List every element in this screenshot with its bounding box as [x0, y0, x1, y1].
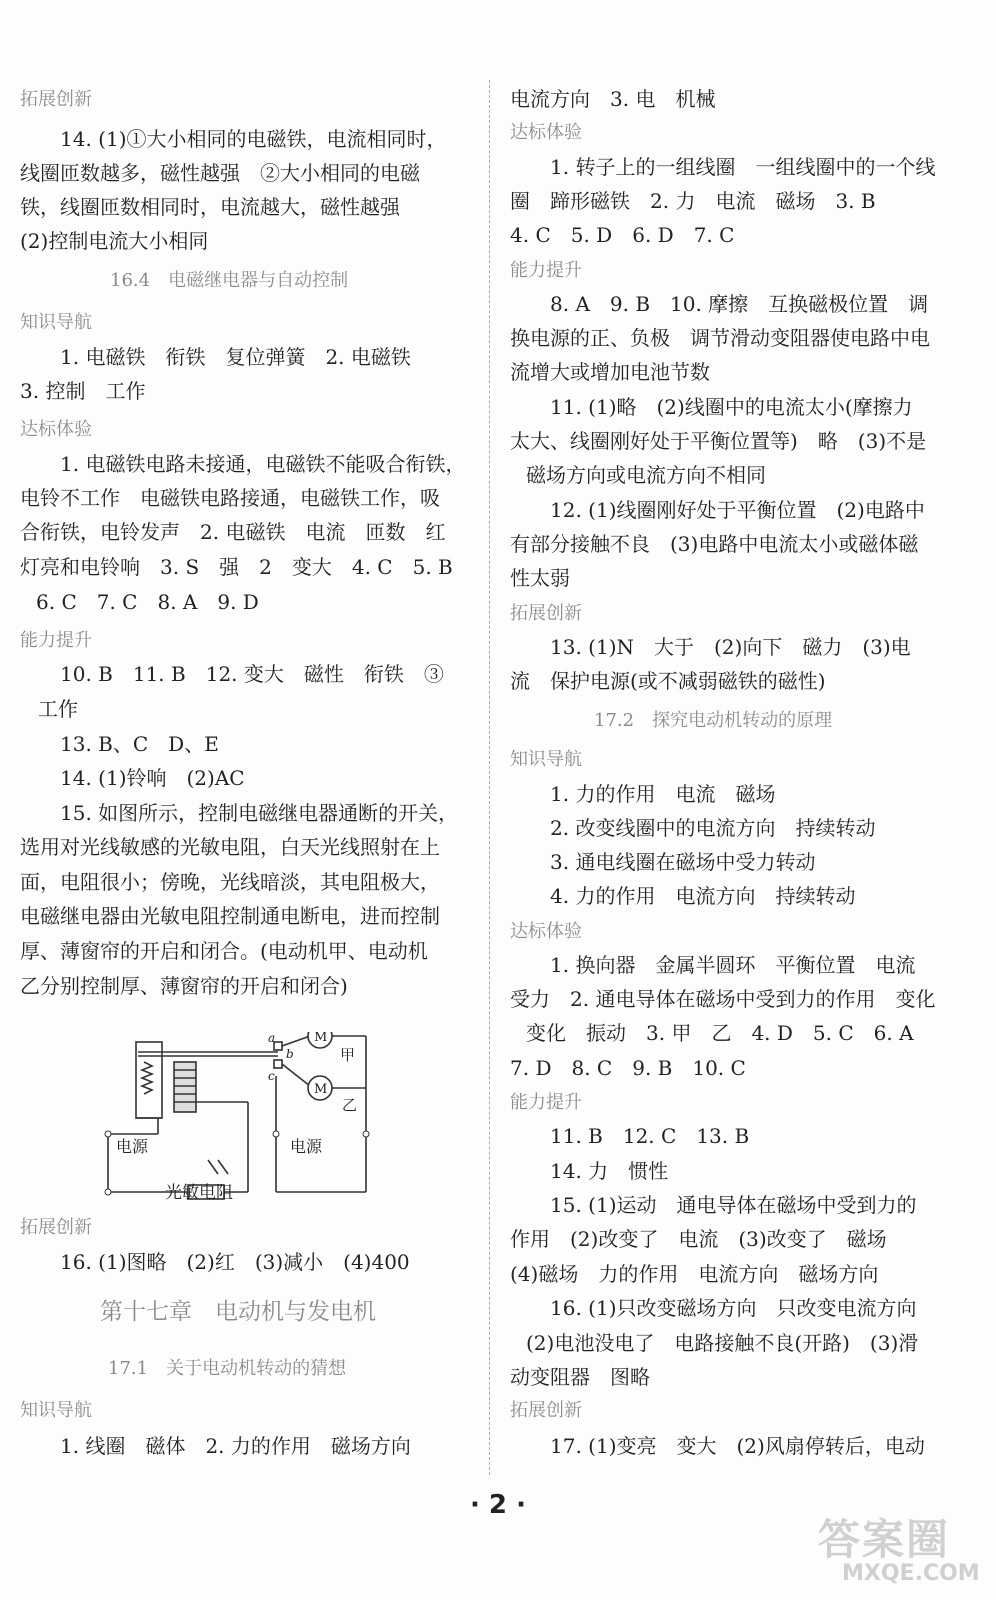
motor-yi-label: 乙 — [342, 1096, 358, 1114]
answer-line: 乙分别控制厚、薄窗帘的开启和闭合) — [20, 974, 348, 998]
answer-line: 合衔铁，电铃发声 2. 电磁铁 电流 匝数 红 — [20, 520, 446, 544]
heading-ability: 能力提升 — [20, 630, 92, 651]
motor-label: M — [314, 1032, 328, 1045]
page-number: · 2 · — [470, 1490, 526, 1520]
answer-line: 作用 (2)改变了 电流 (3)改变了 磁场 — [510, 1227, 887, 1251]
answer-line: 4. 力的作用 电流方向 持续转动 — [550, 884, 856, 908]
heading-standard: 达标体验 — [510, 921, 582, 942]
relay-circuit-diagram — [98, 1032, 388, 1212]
answer-line: 有部分接触不良 (3)电路中电流太小或磁体磁 — [510, 532, 919, 556]
section-title: 17.1 关于电动机转动的猜想 — [108, 1358, 347, 1379]
answer-line: 7. D 8. C 9. B 10. C — [510, 1056, 746, 1080]
watermark-text: 答案圈 — [818, 1515, 951, 1564]
answer-line: (2)控制电流大小相同 — [20, 229, 209, 253]
answer-line: 1. 转子上的一组线圈 一组线圈中的一个线 — [550, 155, 936, 179]
answer-line: 面，电阻很小；傍晚，光线暗淡，其电阻极大， — [20, 870, 440, 894]
column-divider — [489, 80, 490, 1475]
heading-standard: 达标体验 — [510, 122, 582, 143]
answer-line: 15. (1)运动 通电导体在磁场中受到力的 — [550, 1193, 917, 1217]
answer-line: 15. 如图所示，控制电磁继电器通断的开关， — [60, 801, 459, 825]
heading-ability: 能力提升 — [510, 1092, 582, 1113]
answer-line: 1. 力的作用 电流 磁场 — [550, 782, 776, 806]
answer-line: 换电源的正、负极 调节滑动变阻器使电路中电 — [510, 326, 930, 350]
answer-line: 圈 蹄形磁铁 2. 力 电流 磁场 3. B — [510, 189, 876, 213]
answer-line: 6. C 7. C 8. A 9. D — [36, 590, 259, 614]
heading-extension: 拓展创新 — [20, 1217, 92, 1238]
answer-line: 11. B 12. C 13. B — [550, 1124, 750, 1148]
heading-knowledge: 知识导航 — [20, 312, 92, 333]
figure-caption: 光敏电阻 — [165, 1183, 233, 1203]
answer-line: 选用对光线敏感的光敏电阻，白天光线照射在上 — [20, 835, 440, 859]
answer-line: 4. C 5. D 6. D 7. C — [510, 223, 735, 247]
answer-line: 12. (1)线圈刚好处于平衡位置 (2)电路中 — [550, 498, 925, 522]
answer-line: 1. 线圈 磁体 2. 力的作用 磁场方向 — [60, 1434, 411, 1458]
answer-line: 电磁继电器由光敏电阻控制通电断电，进而控制 — [20, 904, 440, 928]
label-c: c — [268, 1069, 275, 1083]
answer-line: 线圈匝数越多，磁性越强 ②大小相同的电磁 — [20, 161, 420, 185]
answer-line: 流 保护电源(或不减弱磁铁的磁性) — [510, 669, 826, 693]
answer-line: 受力 2. 通电导体在磁场中受到力的作用 变化 — [510, 987, 936, 1011]
answer-line: 变化 振动 3. 甲 乙 4. D 5. C 6. A — [526, 1021, 914, 1045]
answer-line: 8. A 9. B 10. 摩擦 互换磁极位置 调 — [550, 292, 929, 316]
heading-extension: 拓展创新 — [510, 1400, 582, 1421]
answer-line: 14. 力 惯性 — [550, 1159, 669, 1183]
answer-line: 14. (1)铃响 (2)AC — [60, 766, 245, 790]
answer-line: 1. 电磁铁电路未接通，电磁铁不能吸合衔铁， — [60, 452, 466, 476]
watermark-url: MXQE.COM — [842, 1561, 980, 1586]
answer-line: 流增大或增加电池节数 — [510, 360, 710, 384]
answer-line: 13. (1)N 大于 (2)向下 磁力 (3)电 — [550, 635, 911, 659]
heading-knowledge: 知识导航 — [510, 749, 582, 770]
answer-line: 工作 — [38, 697, 78, 721]
heading-knowledge: 知识导航 — [20, 1400, 92, 1421]
answer-line: 2. 改变线圈中的电流方向 持续转动 — [550, 816, 876, 840]
power-label: 电源 — [290, 1137, 323, 1156]
answer-line: 17. (1)变亮 变大 (2)风扇停转后，电动 — [550, 1434, 925, 1458]
label-a: a — [268, 1032, 276, 1045]
answer-line: (2)电池没电了 电路接触不良(开路) (3)滑 — [526, 1331, 919, 1355]
answer-line: 1. 换向器 金属半圆环 平衡位置 电流 — [550, 953, 916, 977]
label-b: b — [286, 1047, 294, 1061]
watermark-logo — [812, 1505, 982, 1593]
motor-label: M — [314, 1082, 328, 1097]
answer-line: 动变阻器 图略 — [510, 1365, 650, 1389]
power-label: 电源 — [116, 1137, 149, 1156]
chapter-title: 第十七章 电动机与发电机 — [100, 1299, 376, 1325]
answer-line: 电流方向 3. 电 机械 — [510, 87, 716, 111]
answer-line: (4)磁场 力的作用 电流方向 磁场方向 — [510, 1262, 879, 1286]
section-title: 17.2 探究电动机转动的原理 — [594, 710, 833, 731]
answer-line: 1. 电磁铁 衔铁 复位弹簧 2. 电磁铁 — [60, 345, 411, 369]
answer-line: 14. (1)①大小相同的电磁铁，电流相同时， — [60, 127, 447, 151]
answer-line: 16. (1)图略 (2)红 (3)减小 (4)400 — [60, 1250, 410, 1274]
answer-line: 16. (1)只改变磁场方向 只改变电流方向 — [550, 1296, 917, 1320]
answer-line: 太大、线圈刚好处于平衡位置等) 略 (3)不是 — [510, 429, 927, 453]
answer-line: 13. B、C D、E — [60, 732, 219, 756]
answer-line: 铁，线圈匝数相同时，电流越大，磁性越强 — [20, 195, 400, 219]
section-title: 16.4 电磁继电器与自动控制 — [110, 270, 349, 291]
answer-line: 10. B 11. B 12. 变大 磁性 衔铁 ③ — [60, 662, 444, 686]
answer-line: 11. (1)略 (2)线圈中的电流太小(摩擦力 — [550, 395, 913, 419]
answer-line: 3. 通电线圈在磁场中受力转动 — [550, 850, 816, 874]
answer-line: 厚、薄窗帘的开启和闭合。(电动机甲、电动机 — [20, 939, 428, 963]
heading-ability: 能力提升 — [510, 260, 582, 281]
answer-line: 3. 控制 工作 — [20, 379, 146, 403]
heading-standard: 达标体验 — [20, 419, 92, 440]
motor-jia-label: 甲 — [340, 1046, 356, 1064]
answer-line: 灯亮和电铃响 3. S 强 2 变大 4. C 5. B — [20, 555, 453, 579]
answer-line: 性太弱 — [510, 566, 570, 590]
heading-extension: 拓展创新 — [20, 89, 92, 110]
answer-line: 电铃不工作 电磁铁电路接通，电磁铁工作，吸 — [20, 486, 440, 510]
answer-line: 磁场方向或电流方向不相同 — [526, 463, 766, 487]
heading-extension: 拓展创新 — [510, 603, 582, 624]
